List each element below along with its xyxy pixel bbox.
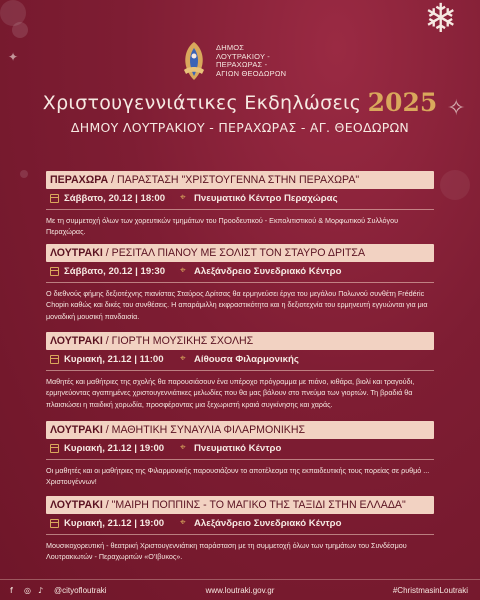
snowflake-icon: ❄ <box>424 0 458 42</box>
website-link[interactable]: www.loutraki.gov.gr <box>205 586 275 595</box>
event-card <box>46 332 434 410</box>
sparkle-icon: ✧ <box>447 96 466 121</box>
municipality-logo <box>176 40 212 82</box>
hashtag: #ChristmasinLoutraki <box>392 586 468 595</box>
event-datetime: Σάββατο, 20.12 | 19:30 <box>64 266 166 277</box>
location-pin-icon: ⌖ <box>180 517 186 528</box>
event-place: ΛΟΥΤΡΑΚΙ <box>50 424 103 436</box>
event-card <box>46 171 434 238</box>
footer <box>0 579 480 600</box>
event-card <box>46 496 434 563</box>
event-separator: / <box>102 424 112 436</box>
calendar-icon <box>50 444 59 453</box>
calendar-icon <box>50 519 59 528</box>
event-info-row <box>46 353 434 371</box>
event-name: "ΜΑΙΡΗ ΠΟΠΠΙΝΣ - ΤΟ ΜΑΓΙΚΟ ΤΗΣ ΤΑΞΙΔΙ ΣΤΗΝ ΕΛΛΑΔΑ" <box>111 499 406 511</box>
instagram-icon[interactable]: ◎ <box>24 585 31 595</box>
location-pin-icon: ⌖ <box>180 265 186 276</box>
event-info-row <box>46 442 434 460</box>
event-venue: Αλεξάνδρειο Συνεδριακό Κέντρο <box>194 518 342 529</box>
calendar-icon <box>50 267 59 276</box>
event-separator: / <box>102 499 112 511</box>
location-pin-icon: ⌖ <box>180 192 186 203</box>
event-title-bar <box>46 244 434 262</box>
event-venue: Πνευματικό Κέντρο Περαχώρας <box>194 193 338 204</box>
event-title-bar <box>46 421 434 439</box>
event-datetime: Σάββατο, 20.12 | 18:00 <box>64 193 166 204</box>
event-description: Μουσικοχορευτική - θεατρική Χριστουγεννιάτικη παράσταση με τη συμμετοχή όλων των τμημάτων του Συνδέσμου Λουτρακιωτών - Περαχωριτών «Ο'Ιβυκος». <box>46 541 407 562</box>
location-pin-icon: ⌖ <box>180 353 186 364</box>
header <box>0 0 480 180</box>
event-datetime: Κυριακή, 21.12 | 11:00 <box>64 354 164 365</box>
municipality-name <box>216 44 286 78</box>
calendar-icon <box>50 355 59 364</box>
event-venue: Πνευματικό Κέντρο <box>194 443 282 454</box>
page-subtitle: ΔΗΜΟΥ ΛΟΥΤΡΑΚΙΟΥ - ΠΕΡΑΧΩΡΑΣ - ΑΓ. ΘΕΟΔΩΡΩΝ <box>70 120 410 135</box>
event-place: ΠΕΡΑΧΩΡΑ <box>50 174 109 186</box>
event-title-bar <box>46 171 434 189</box>
event-description: Οι μαθητές και οι μαθήτριες της Φιλαρμονικής παρουσιάζουν το αποτέλεσμα της εκπαιδευτικής τους πορείας σε ρυθμό ... Χριστουγέννων! <box>46 466 430 487</box>
municipality-line: ΔΗΜΟΣ <box>216 43 245 52</box>
event-name: ΡΕΣΙΤΑΛ ΠΙΑΝΟΥ ΜΕ ΣΟΛΙΣΤ ΤΟΝ ΣΤΑΥΡΟ ΔΡΙΤΣΑ <box>111 247 366 259</box>
event-place: ΛΟΥΤΡΑΚΙ <box>50 499 103 511</box>
event-info-row <box>46 265 434 283</box>
event-place: ΛΟΥΤΡΑΚΙ <box>50 335 103 347</box>
event-info-row <box>46 192 434 210</box>
event-place: ΛΟΥΤΡΑΚΙ <box>50 247 103 259</box>
event-datetime: Κυριακή, 21.12 | 19:00 <box>64 518 165 529</box>
event-venue: Αλεξάνδρειο Συνεδριακό Κέντρο <box>194 266 342 277</box>
event-info-row <box>46 517 434 535</box>
tiktok-icon[interactable]: ♪ <box>38 585 44 595</box>
location-pin-icon: ⌖ <box>180 442 186 453</box>
social-handle[interactable]: @cityofloutraki <box>54 586 107 595</box>
event-title-bar <box>46 496 434 514</box>
municipality-line: ΑΓΙΩΝ ΘΕΟΔΩΡΩΝ <box>216 68 287 78</box>
page-title <box>0 88 480 117</box>
municipality-line: ΠΕΡΑΧΩΡΑΣ - <box>216 60 268 69</box>
event-card <box>46 244 434 322</box>
event-description: Ο διεθνούς φήμης δεξιοτέχνης πιανίστας Σταύρος Δρίτσας θα ερμηνεύσει έργα του μεγάλου Πολωνού συνθέτη Frédéric Chopin καθώς και δικές του συνθέσεις. Η απαράμιλλη εκφραστικότητα και η δεξιοτεχνία του ερμηνευτή εγγυώνται για μια μοναδική μουσική πανδαισία. <box>46 289 428 321</box>
title-year: 2025 <box>367 88 438 117</box>
event-separator: / <box>102 247 112 259</box>
event-separator: / <box>108 174 117 186</box>
event-name: ΓΙΟΡΤΗ ΜΟΥΣΙΚΗΣ ΣΧΟΛΗΣ <box>111 335 254 347</box>
snowflake-icon: ✦ <box>8 50 19 64</box>
calendar-icon <box>50 194 59 203</box>
facebook-icon[interactable]: f <box>10 585 13 595</box>
event-description: Μαθητές και μαθήτριες της σχολής θα παρουσιάσουν ένα υπέροχο πρόγραμμα με πιάνο, κιθάρα, βιολί και τραγούδι, ερμηνεύοντας αγαπημένες χριστουγεννιάτικες μελωδίες που θα μας βάλουν στο πνεύμα των γιορτών. Τη βραδιά θα πλαισιώσει η παιδική χορωδία, προσφέροντας μια ξεχωριστή κραιά συγκίνησης και χαράς. <box>46 377 415 409</box>
title-text: Χριστουγεννιάτικες Εκδηλώσεις <box>42 92 362 114</box>
event-card <box>46 421 434 488</box>
event-description: Με τη συμμετοχή όλων των χορευτικών τμημάτων του Προοδευτικού - Εκπολιτιστικού & Μορφωτικού Συλλόγου Περαχώρας. <box>46 216 399 237</box>
event-venue: Αίθουσα Φιλαρμονικής <box>194 354 299 365</box>
event-datetime: Κυριακή, 21.12 | 19:00 <box>64 443 165 454</box>
event-separator: / <box>102 335 112 347</box>
event-title-bar <box>46 332 434 350</box>
event-name: ΠΑΡΑΣΤΑΣΗ "ΧΡΙΣΤΟΥΓΕΝΝΑ ΣΤΗΝ ΠΕΡΑΧΩΡΑ" <box>116 174 360 186</box>
event-name: ΜΑΘΗΤΙΚΗ ΣΥΝΑΥΛΙΑ ΦΙΛΑΡΜΟΝΙΚΗΣ <box>111 424 306 436</box>
municipality-line: ΛΟΥΤΡΑΚΙΟΥ - <box>216 51 271 61</box>
